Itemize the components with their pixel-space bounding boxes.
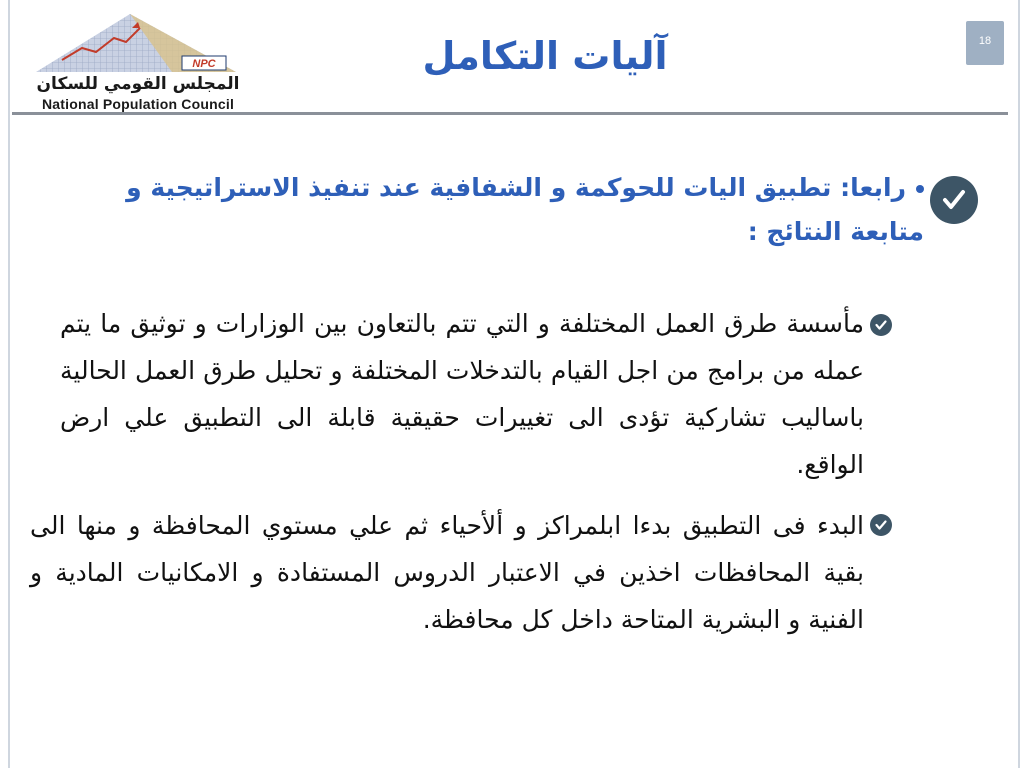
check-circle-small-icon — [870, 314, 892, 336]
bullet-item: البدء فى التطبيق بدءا ابلمراكز و ألأحياء ثم علي مستوي المحافظة و منها الى بقية المحافظات اخذين في الاعتبار الدروس المستفادة و الامكانيات المادية و الفنية و البشرية المتاحة داخل كل محافظة. — [30, 511, 864, 634]
logo-badge-text: NPC — [192, 58, 216, 70]
bullet-item: مأسسة طرق العمل المختلفة و التي تتم بالتعاون بين الوزارات و توثيق ما يتم عمله من برامج من اجل القيام بالتدخلات المختلفة و تحليل طرق العمل الحالية باساليب تشاركية تؤدى الى تغييرات حقيقية قابلة الى التطبيق علي ارض الواقع. — [60, 309, 864, 479]
page-number-badge: 18 — [966, 21, 1004, 65]
check-circle-small-icon — [870, 514, 892, 536]
header-divider — [12, 112, 1008, 115]
section-heading — [60, 166, 924, 254]
npc-logo — [22, 8, 254, 114]
logo-arabic-name: المجلس القومي للسكان — [36, 74, 240, 94]
logo-english-name: National Population Council — [41, 96, 235, 112]
right-border-line — [1018, 0, 1020, 768]
check-circle-icon — [930, 176, 978, 224]
logo-pyramid-graphic — [22, 8, 254, 78]
heading-bullet-icon — [916, 185, 924, 193]
slide-title: آليات التكامل — [422, 34, 668, 78]
section-heading-text: رابعا: تطبيق اليات للحوكمة و الشفافية عند تنفيذ الاستراتيجية و متابعة النتائج : — [126, 173, 924, 246]
left-border-line — [8, 0, 10, 768]
